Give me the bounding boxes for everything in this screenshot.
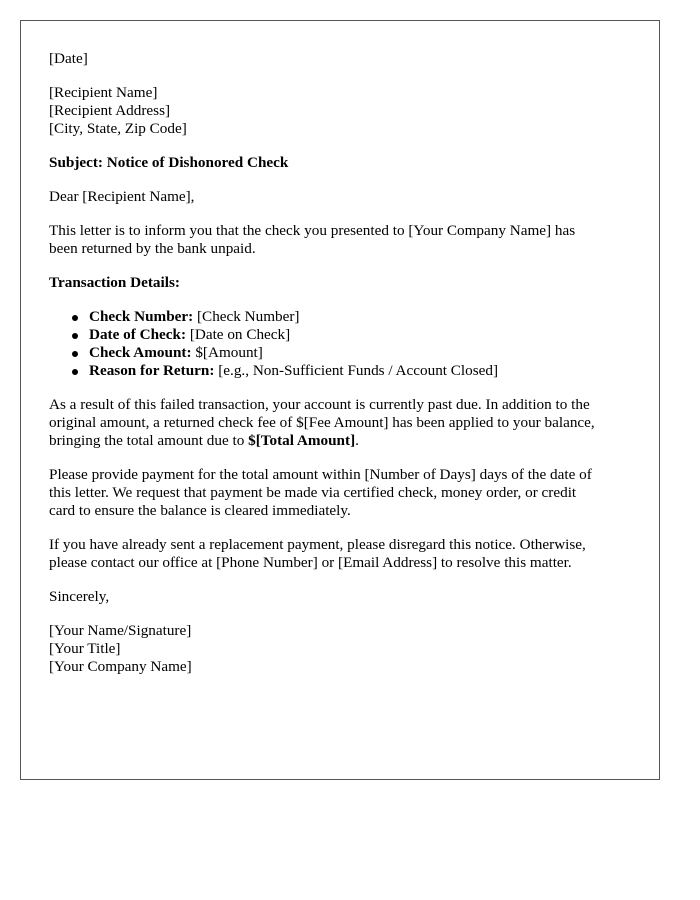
payment-paragraph (49, 466, 631, 520)
details-heading-text: Transaction Details: (49, 274, 180, 291)
signature-name: [Your Name/Signature] (49, 622, 192, 639)
recipient-name: [Recipient Name] (49, 84, 158, 101)
detail-value: [e.g., Non-Sufficient Funds / Account Closed] (214, 362, 499, 379)
payment-line-3: card to ensure the balance is cleared immediately. (49, 502, 351, 519)
closing-note-line-2: please contact our office at [Phone Number] or [Email Address] to resolve this matter. (49, 554, 572, 571)
letter-date: [Date] (49, 50, 88, 67)
salutation (49, 188, 631, 206)
subject-text: Subject: Notice of Dishonored Check (49, 154, 289, 171)
date-line (49, 50, 631, 68)
letter-frame (20, 20, 660, 780)
result-line-3-prefix: bringing the total amount due to (49, 432, 249, 449)
bullet-icon (72, 351, 78, 357)
result-line-2: original amount, a returned check fee of $[Fee Amount] has been applied to your balance, (49, 414, 595, 431)
intro-line-1: This letter is to inform you that the check you presented to [Your Company Name] has (49, 222, 576, 239)
detail-value: [Date on Check] (186, 326, 291, 343)
detail-label: Reason for Return: (89, 362, 215, 379)
payment-line-2: this letter. We request that payment be made via certified check, money order, or credit (49, 484, 577, 501)
signature-company: [Your Company Name] (49, 658, 192, 675)
list-item (89, 308, 631, 326)
transaction-details-list (49, 308, 631, 380)
list-item (89, 326, 631, 344)
intro-line-2: been returned by the bank unpaid. (49, 240, 256, 257)
recipient-address: [Recipient Address] (49, 102, 171, 119)
detail-label: Date of Check: (89, 326, 187, 343)
recipient-address-block (49, 84, 631, 138)
signature-title: [Your Title] (49, 640, 121, 657)
bullet-icon (72, 315, 78, 321)
result-line-1: As a result of this failed transaction, your account is currently past due. In addition to the (49, 396, 590, 413)
detail-label: Check Number: (89, 308, 194, 325)
valediction (49, 588, 631, 606)
detail-label: Check Amount: (89, 344, 192, 361)
valediction-text: Sincerely, (49, 588, 110, 605)
payment-line-1: Please provide payment for the total amount within [Number of Days] days of the date of (49, 466, 592, 483)
closing-note-line-1: If you have already sent a replacement payment, please disregard this notice. Otherwise, (49, 536, 586, 553)
result-paragraph (49, 396, 631, 450)
list-item (89, 344, 631, 362)
recipient-city-state-zip: [City, State, Zip Code] (49, 120, 187, 137)
result-line-3-suffix: . (355, 432, 359, 449)
list-item (89, 362, 631, 380)
bullet-icon (72, 333, 78, 339)
closing-note-paragraph (49, 536, 631, 572)
subject-line (49, 154, 631, 172)
signature-block (49, 622, 631, 676)
detail-value: $[Amount] (191, 344, 263, 361)
bullet-icon (72, 369, 78, 375)
intro-paragraph (49, 222, 631, 258)
detail-value: [Check Number] (193, 308, 300, 325)
total-amount: $[Total Amount] (248, 432, 356, 449)
details-heading (49, 274, 631, 292)
result-line-3 (49, 432, 631, 450)
salutation-text: Dear [Recipient Name], (49, 188, 195, 205)
